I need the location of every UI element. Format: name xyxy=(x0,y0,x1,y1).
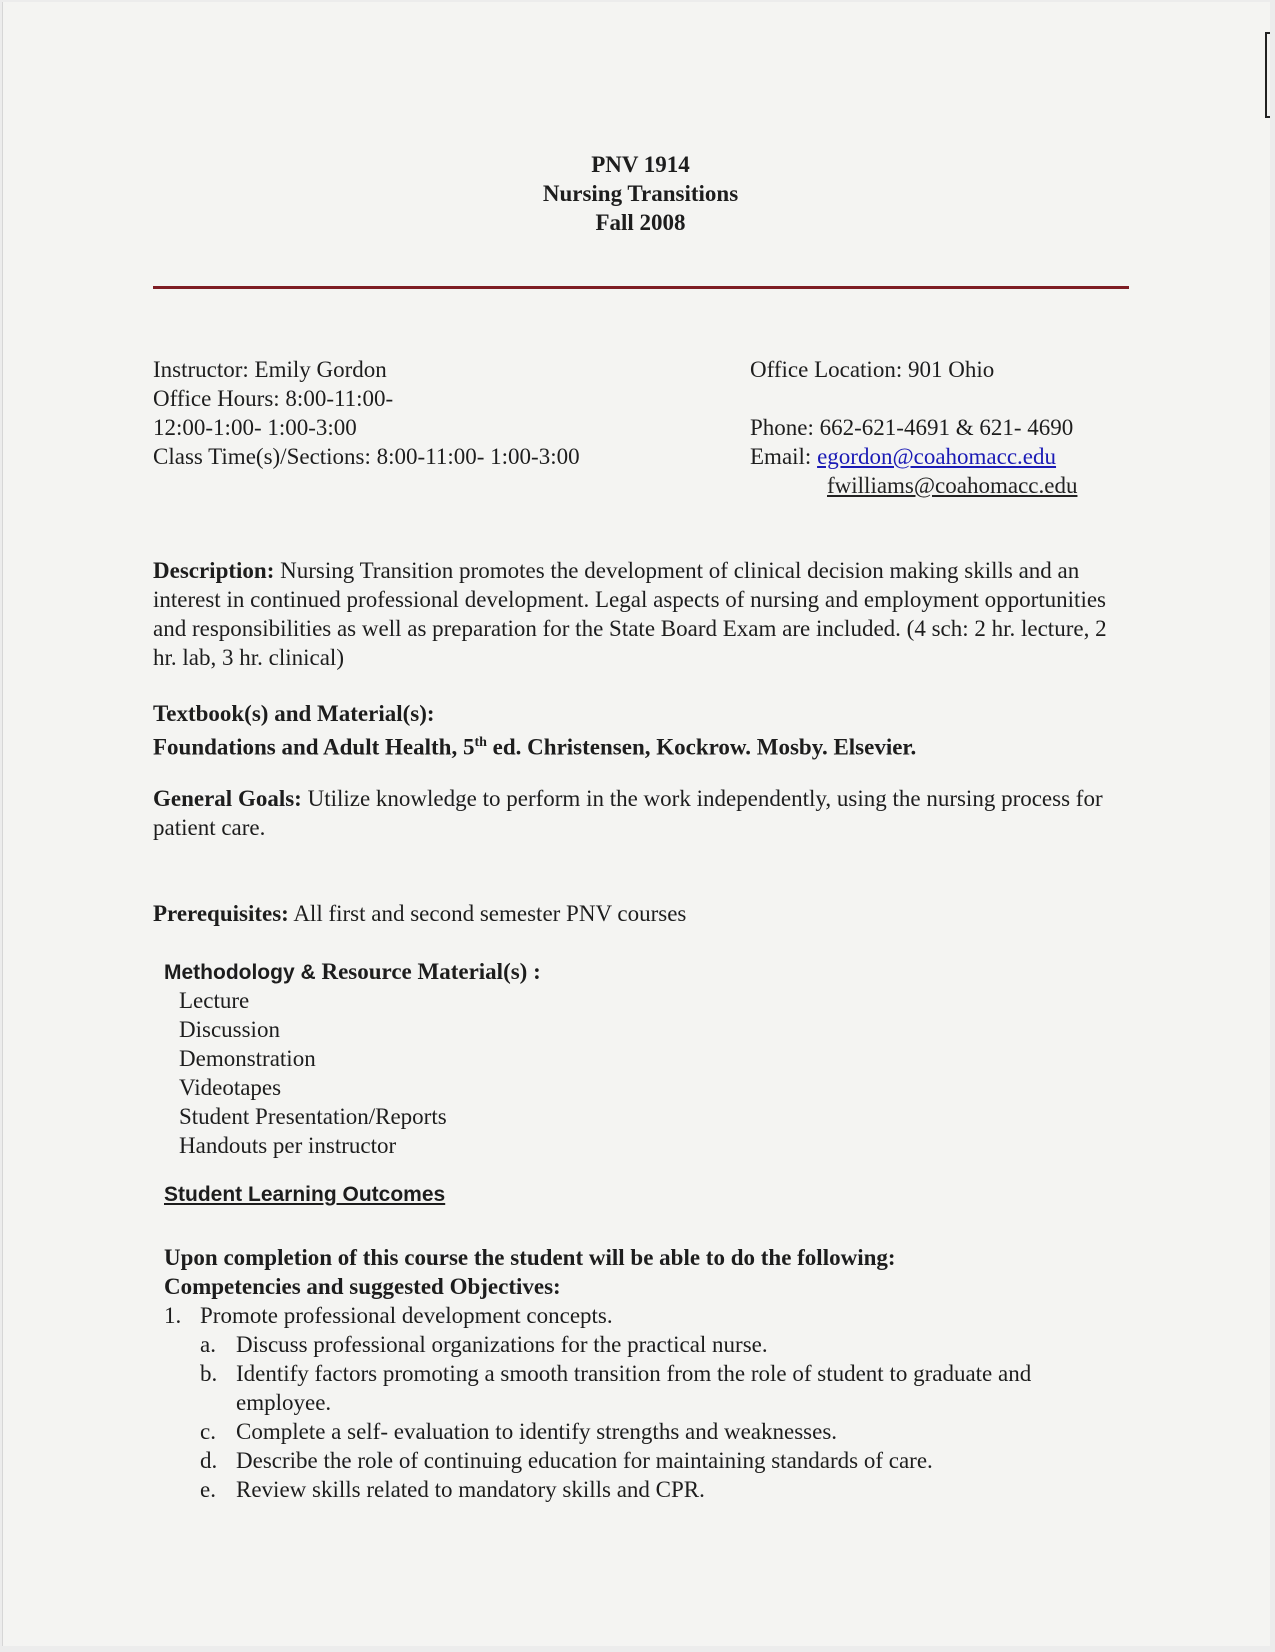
corner-bracket-mark xyxy=(1265,32,1270,118)
textbook-title: Foundations and Adult Health, 5th ed. Christensen, Kockrow. Mosby. Elsevier. xyxy=(153,734,917,760)
description-text: Nursing Transition promotes the development of clinical decision making skills and an interest in continued professional development. Legal aspects of nursing and employment opportunities and responsibilities as well as preparation for the State Board Exam are included. (4 sch: 2 hr. lecture, 2 hr. lab, 3 hr. clinical) xyxy=(153,558,1107,670)
office-hours-line-2: 12:00-1:00- 1:00-3:00 xyxy=(153,415,357,440)
list-item: Lecture xyxy=(179,988,250,1013)
edition-superscript: th xyxy=(474,735,487,750)
contact-info xyxy=(750,355,1077,500)
email-label: Email: xyxy=(750,444,818,469)
sub-objective: a. Discuss professional organizations for the practical nurse. xyxy=(200,1332,768,1357)
course-header xyxy=(153,150,1128,237)
list-item: Videotapes xyxy=(179,1075,282,1100)
course-code: PNV 1914 xyxy=(591,152,690,177)
class-time: Class Time(s)/Sections: 8:00-11:00- 1:00-3:00 xyxy=(153,444,580,469)
goals-label: General Goals: xyxy=(153,786,302,811)
methodology-heading xyxy=(164,957,541,987)
sub-objective: c. Complete a self- evaluation to identify strengths and weaknesses. xyxy=(200,1419,838,1444)
office-location: Office Location: 901 Ohio xyxy=(750,357,995,382)
instructor-info xyxy=(153,355,580,471)
prerequisites-label: Prerequisites: xyxy=(153,901,289,926)
header-divider xyxy=(153,286,1129,289)
resource-material-label: Resource Material(s) : xyxy=(321,959,541,984)
course-term: Fall 2008 xyxy=(595,210,686,235)
goals-section xyxy=(153,784,1133,842)
prerequisites-text: All first and second semester PNV courses xyxy=(288,901,687,926)
textbook-section xyxy=(153,699,1133,762)
course-title: Nursing Transitions xyxy=(542,181,739,206)
list-item: Demonstration xyxy=(179,1046,316,1071)
document-page xyxy=(2,2,1270,1646)
methodology-label: Methodology & xyxy=(164,961,322,984)
sub-objective: e. Review skills related to mandatory skills and CPR. xyxy=(200,1477,705,1502)
email-link-egordon[interactable]: egordon@coahomacc.edu xyxy=(817,444,1057,469)
outcomes-title: Student Learning Outcomes xyxy=(164,1183,446,1206)
prerequisites-section xyxy=(153,899,1133,928)
description-label: Description: xyxy=(153,558,275,583)
outcomes-intro-2: Competencies and suggested Objectives: xyxy=(164,1274,561,1299)
objective-item xyxy=(164,1301,1124,1330)
list-item: Handouts per instructor xyxy=(179,1133,397,1158)
outcomes-intro-1: Upon completion of this course the student will be able to do the following: xyxy=(164,1245,896,1270)
instructor-name: Instructor: Emily Gordon xyxy=(153,357,387,382)
objectives-section xyxy=(164,1243,1124,1504)
list-item: Student Presentation/Reports xyxy=(179,1104,447,1129)
phone-number: Phone: 662-621-4691 & 621- 4690 xyxy=(750,415,1074,440)
sub-objective: b. Identify factors promoting a smooth transition from the role of student to graduate and employee. xyxy=(200,1361,1032,1415)
office-hours-line-1: Office Hours: 8:00-11:00- xyxy=(153,386,394,411)
objective-text: Promote professional development concepts. xyxy=(200,1303,613,1328)
textbook-label: Textbook(s) and Material(s): xyxy=(153,701,435,726)
sub-objective: d. Describe the role of continuing education for maintaining standards of care. xyxy=(200,1448,933,1473)
email-link-fwilliams[interactable]: fwilliams@coahomacc.edu xyxy=(827,473,1078,498)
methodology-list xyxy=(179,986,447,1160)
description-section xyxy=(153,556,1133,672)
goals-text: Utilize knowledge to perform in the work independently, using the nursing process for patient care. xyxy=(153,786,1103,840)
objective-number: 1. xyxy=(164,1303,182,1328)
list-item: Discussion xyxy=(179,1017,280,1042)
